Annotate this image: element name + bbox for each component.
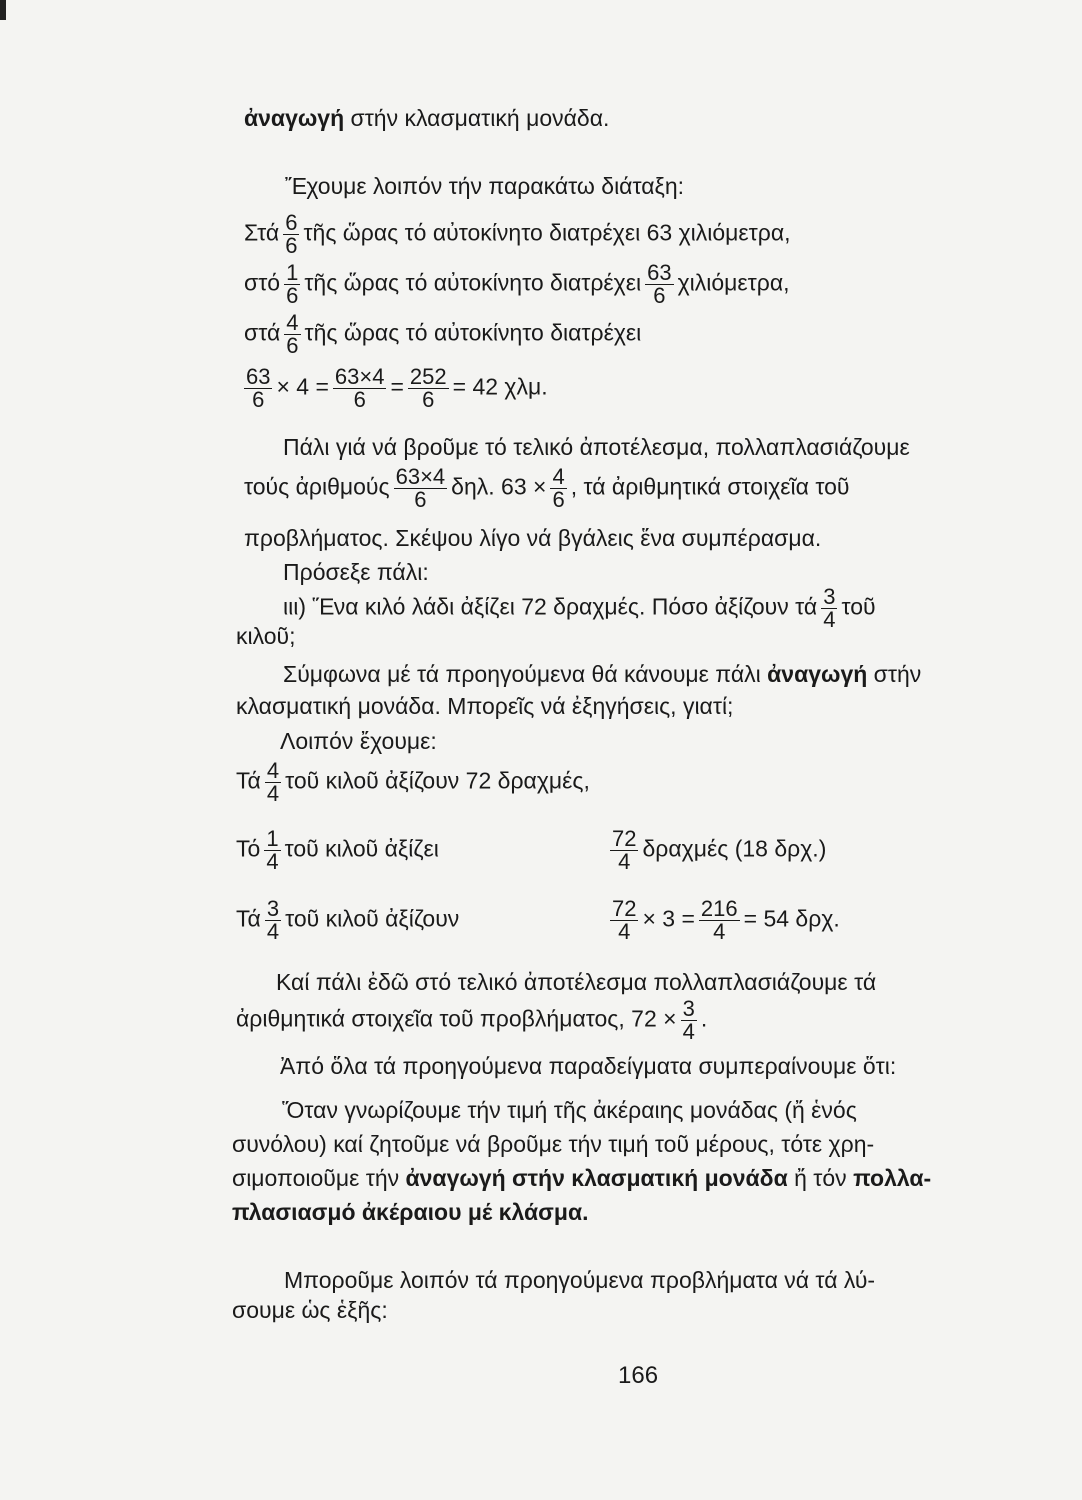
text-line: σιμοποιοῦμε τήν ἀναγωγή στήν κλασματική μονάδα ἤ τόν πολλα- xyxy=(232,1165,932,1191)
fraction: $\frac{3}{4}$ xyxy=(823,584,836,632)
text-line: σουμε ὡς ἑξῆς: xyxy=(232,1297,388,1323)
text-line: Ἔχουμε λοιπόν τήν παρακάτω διάταξη: xyxy=(285,173,685,199)
scan-edge-mark xyxy=(0,0,6,20)
equation: $\frac{72}{4}$ × 3 = $\frac{216}{4}$ = 54 δρχ. xyxy=(612,896,840,944)
fraction: $\frac{4}{6}$ xyxy=(552,464,565,512)
text-line: Ὅταν γνωρίζουμε τήν τιμή τῆς ἀκέραιης μονάδας (ἤ ἑνός xyxy=(282,1097,857,1123)
fraction: $\frac{63\times 4}{6}$ xyxy=(395,464,446,512)
text-line: πλασιασμό ἀκέραιου μέ κλάσμα. xyxy=(232,1199,589,1225)
text-line: Σύμφωνα μέ τά προηγούμενα θά κάνουμε πάλι ἀναγωγή στήν xyxy=(283,661,922,687)
text-line: στό $\frac{1}{6}$ τῆς ὥρας τό αὐτοκίνητο διατρέχει $\frac{63}{6}$ χιλιόμετρα, xyxy=(244,260,790,308)
text-line: στά $\frac{4}{6}$ τῆς ὥρας τό αὐτοκίνητο διατρέχει xyxy=(244,310,642,358)
page-number: 166 xyxy=(618,1362,659,1389)
text-line: ἀναγωγή στήν κλασματική μονάδα. xyxy=(244,105,610,131)
text-line: Λοιπόν ἔχουμε: xyxy=(280,728,437,754)
fraction: $\frac{4}{6}$ xyxy=(286,310,299,358)
text-line: Πάλι γιά νά βροῦμε τό τελικό ἀποτέλεσμα, πολλαπλασιάζουμε xyxy=(283,434,910,460)
fraction: $\frac{72}{4}$ xyxy=(612,896,637,944)
text-line: Πρόσεξε πάλι: xyxy=(283,559,429,585)
text-line: κιλοῦ; xyxy=(236,623,296,649)
equation: $\frac{63}{6}$ × 4 = $\frac{63\times 4}{6}$ = $\frac{252}{6}$ = 42 χλμ. xyxy=(246,364,548,412)
fraction: $\frac{72}{4}$ xyxy=(612,826,637,874)
text-line: Μποροῦμε λοιπόν τά προηγούμενα προβλήματα νά τά λύ- xyxy=(284,1267,876,1293)
text-line: $\frac{72}{4}$ δραχμές (18 δρχ.) xyxy=(612,826,827,874)
text-line: Ἀπό ὅλα τά προηγούμενα παραδείγματα συμπεραίνουμε ὅτι: xyxy=(280,1053,897,1079)
fraction: $\frac{3}{4}$ xyxy=(266,896,280,944)
text-line: Τό $\frac{1}{4}$ τοῦ κιλοῦ ἀξίζει xyxy=(236,826,439,874)
fraction: $\frac{63}{6}$ xyxy=(246,364,271,412)
fraction: $\frac{6}{6}$ xyxy=(285,210,298,258)
text-line: συνόλου) καί ζητοῦμε νά βροῦμε τήν τιμή τοῦ μέρους, τότε χρη- xyxy=(232,1131,875,1157)
text-line: κλασματική μονάδα. Μπορεῖς νά ἐξηγήσεις, γιατί; xyxy=(236,693,734,719)
fraction: $\frac{63}{6}$ xyxy=(647,260,672,308)
fraction: $\frac{252}{6}$ xyxy=(409,364,447,412)
fraction: $\frac{216}{4}$ xyxy=(700,896,738,944)
text-line: τούς ἀριθμούς $\frac{63\times 4}{6}$ δηλ. 63 × $\frac{4}{6}$ , τά ἀριθμητικά στοιχεῖα τοῦ xyxy=(244,464,850,512)
text-line: προβλήματος. Σκέψου λίγο νά βγάλεις ἕνα συμπέρασμα. xyxy=(244,525,822,551)
text-line: Καί πάλι ἐδῶ στό τελικό ἀποτέλεσμα πολλαπλασιάζουμε τά xyxy=(276,969,877,995)
fraction: $\frac{1}{6}$ xyxy=(286,260,299,308)
text-line: Στά $\frac{6}{6}$ τῆς ὥρας τό αὐτοκίνητο διατρέχει 63 χιλιόμετρα, xyxy=(244,210,791,258)
fraction: $\frac{1}{4}$ xyxy=(266,826,279,874)
fraction: $\frac{63\times 4}{6}$ xyxy=(334,364,385,412)
text-line: ἀριθμητικά στοιχεῖα τοῦ προβλήματος, 72 × $\frac{3}{4}$ . xyxy=(236,996,708,1044)
text-line: ιιι) Ἕνα κιλό λάδι ἀξίζει 72 δραχμές. Πόσο ἀξίζουν τά $\frac{3}{4}$ τοῦ xyxy=(283,584,876,632)
text-line: Τά $\frac{3}{4}$ τοῦ κιλοῦ ἀξίζουν xyxy=(236,896,460,944)
text-line: Τά $\frac{4}{4}$ τοῦ κιλοῦ ἀξίζουν 72 δραχμές, xyxy=(236,758,590,806)
fraction: $\frac{4}{4}$ xyxy=(266,758,280,806)
fraction: $\frac{3}{4}$ xyxy=(682,996,695,1044)
